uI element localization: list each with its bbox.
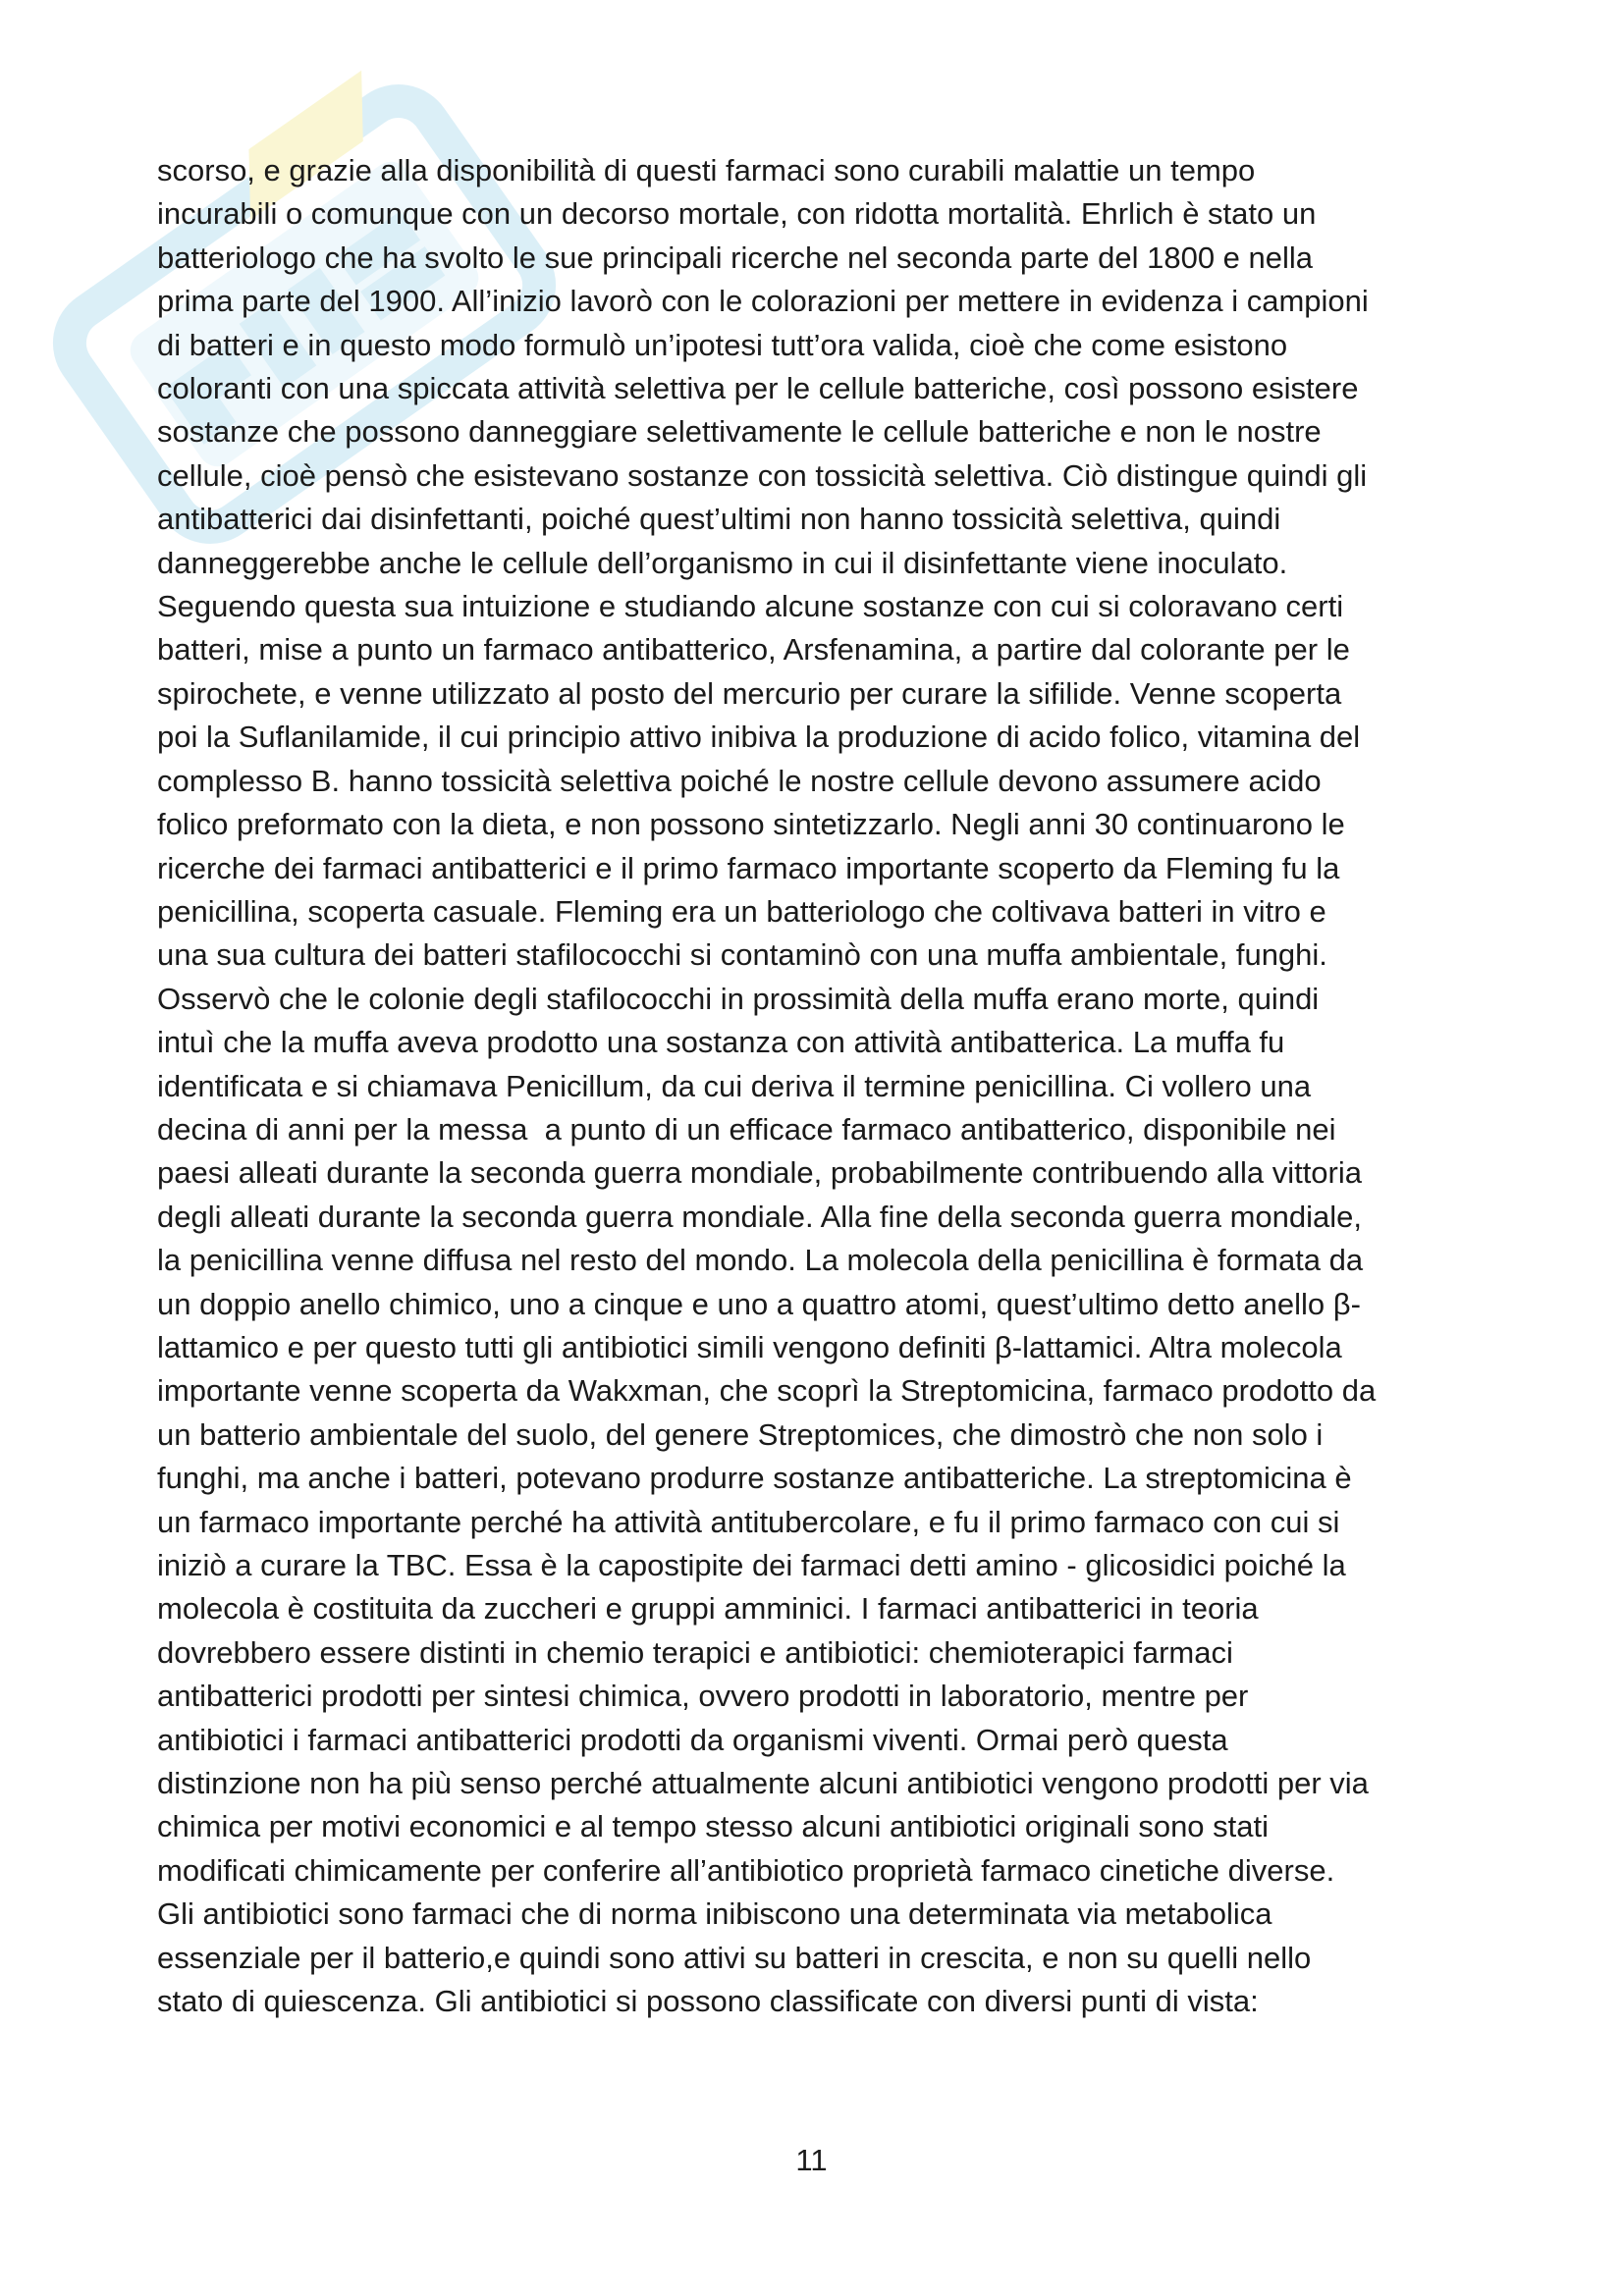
text-line: spirochete, e venne utilizzato al posto del mercurio per curare la sifilide. Venne scoperta: [157, 675, 1342, 711]
text-line: un batterio ambientale del suolo, del genere Streptomices, che dimostrò che non solo i: [157, 1416, 1324, 1452]
text-line: ricerche dei farmaci antibatterici e il primo farmaco importante scoperto da Fleming fu la: [157, 850, 1340, 885]
text-line: distinzione non ha più senso perché attualmente alcuni antibiotici vengono prodotti per via: [157, 1766, 1369, 1801]
page-number: 11: [795, 2143, 828, 2177]
text-line: un farmaco importante perché ha attività antitubercolare, e fu il primo farmaco con cui si: [157, 1504, 1340, 1539]
text-line: antibatterici dai disinfettanti, poiché quest’ultimi non hanno tossicità selettiva, quindi: [157, 502, 1281, 537]
text-line: iniziò a curare la TBC. Essa è la capostipite dei farmaci detti amino - glicosidici poiché la: [157, 1548, 1346, 1582]
text-line: coloranti con una spiccata attività selettiva per le cellule batteriche, così possono esistere: [157, 371, 1359, 406]
text-line: poi la Suflanilamide, il cui principio attivo inibiva la produzione di acido folico, vitamina del: [157, 720, 1361, 755]
text-line: folico preformato con la dieta, e non possono sintetizzarlo. Negli anni 30 continuarono le: [157, 807, 1345, 842]
text-line: Gli antibiotici sono farmaci che di norma inibiscono una determinata via metabolica: [157, 1896, 1272, 1932]
text-line: molecola è costituita da zuccheri e gruppi amminici. I farmaci antibatterici in teoria: [157, 1591, 1259, 1627]
text-line: intuì che la muffa aveva prodotto una sostanza con attività antibatterica. La muffa fu: [157, 1025, 1285, 1060]
text-line: stato di quiescenza. Gli antibiotici si possono classificate con diversi punti di vista:: [157, 1984, 1259, 2019]
text-line: complesso B. hanno tossicità selettiva poiché le nostre cellule devono assumere acido: [157, 763, 1322, 798]
text-line: Seguendo questa sua intuizione e studiando alcune sostanze con cui si coloravano certi: [157, 589, 1344, 624]
text-line: importante venne scoperta da Wakxman, che scoprì la Streptomicina, farmaco prodotto da: [157, 1373, 1377, 1409]
text-line: antibiotici i farmaci antibatterici prodotti da organismi viventi. Ormai però questa: [157, 1722, 1228, 1757]
body-text: [157, 149, 1483, 2023]
text-line: dovrebbero essere distinti in chemio terapici e antibiotici: chemioterapici farmaci: [157, 1634, 1233, 1670]
text-line: scorso, e grazie alla disponibilità di questi farmaci sono curabili malattie un tempo: [157, 153, 1256, 187]
text-line: la penicillina venne diffusa nel resto del mondo. La molecola della penicillina è formata da: [157, 1243, 1364, 1278]
text-line: sostanze che possono danneggiare selettivamente le cellule batteriche e non le nostre: [157, 414, 1322, 450]
text-line: un doppio anello chimico, uno a cinque e uno a quattro atomi, quest’ultimo detto anello β-: [157, 1286, 1361, 1321]
text-line: prima parte del 1900. All’inizio lavorò con le colorazioni per mettere in evidenza i campioni: [157, 284, 1369, 319]
text-line: degli alleati durante la seconda guerra mondiale. Alla fine della seconda guerra mondiale,: [157, 1199, 1363, 1234]
text-line: incurabili o comunque con un decorso mortale, con ridotta mortalità. Ehrlich è stato un: [157, 196, 1317, 232]
text-line: penicillina, scoperta casuale. Fleming era un batteriologo che coltivava batteri in vitro e: [157, 893, 1326, 929]
text-line: cellule, cioè pensò che esistevano sostanze con tossicità selettiva. Ciò distingue quindi gli: [157, 457, 1368, 493]
text-line: funghi, ma anche i batteri, potevano produrre sostanze antibatteriche. La streptomicina è: [157, 1461, 1352, 1496]
text-line: batteri, mise a punto un farmaco antibatterico, Arsfenamina, a partire dal colorante per le: [157, 632, 1350, 667]
text-line: identificata e si chiamava Penicillum, da cui deriva il termine penicillina. Ci vollero una: [157, 1068, 1312, 1103]
text-line: batteriologo che ha svolto le sue principali ricerche nel seconda parte del 1800 e nella: [157, 240, 1314, 275]
text-line: modificati chimicamente per conferire all’antibiotico proprietà farmaco cinetiche diverse.: [157, 1852, 1335, 1888]
text-line: essenziale per il batterio,e quindi sono attivi su batteri in crescita, e non su quelli nello: [157, 1940, 1312, 1975]
text-line: paesi alleati durante la seconda guerra mondiale, probabilmente contribuendo alla vittoria: [157, 1155, 1362, 1191]
text-line: danneggerebbe anche le cellule dell’organismo in cui il disinfettante viene inoculato.: [157, 545, 1288, 580]
text-line: Osservò che le colonie degli stafilococchi in prossimità della muffa erano morte, quindi: [157, 981, 1320, 1016]
text-line: chimica per motivi economici e al tempo stesso alcuni antibiotici originali sono stati: [157, 1809, 1270, 1844]
text-line: di batteri e in questo modo formulò un’ipotesi tutt’ora valida, cioè che come esistono: [157, 327, 1288, 362]
text-line: una sua cultura dei batteri stafilococchi si contaminò con una muffa ambientale, funghi.: [157, 937, 1327, 973]
text-line: lattamico e per questo tutti gli antibiotici simili vengono definiti β-lattamici. Altra molecola: [157, 1329, 1342, 1364]
text-line: decina di anni per la messa a punto di un efficace farmaco antibatterico, disponibile nei: [157, 1111, 1336, 1147]
text-line: antibatterici prodotti per sintesi chimica, ovvero prodotti in laboratorio, mentre per: [157, 1679, 1249, 1714]
